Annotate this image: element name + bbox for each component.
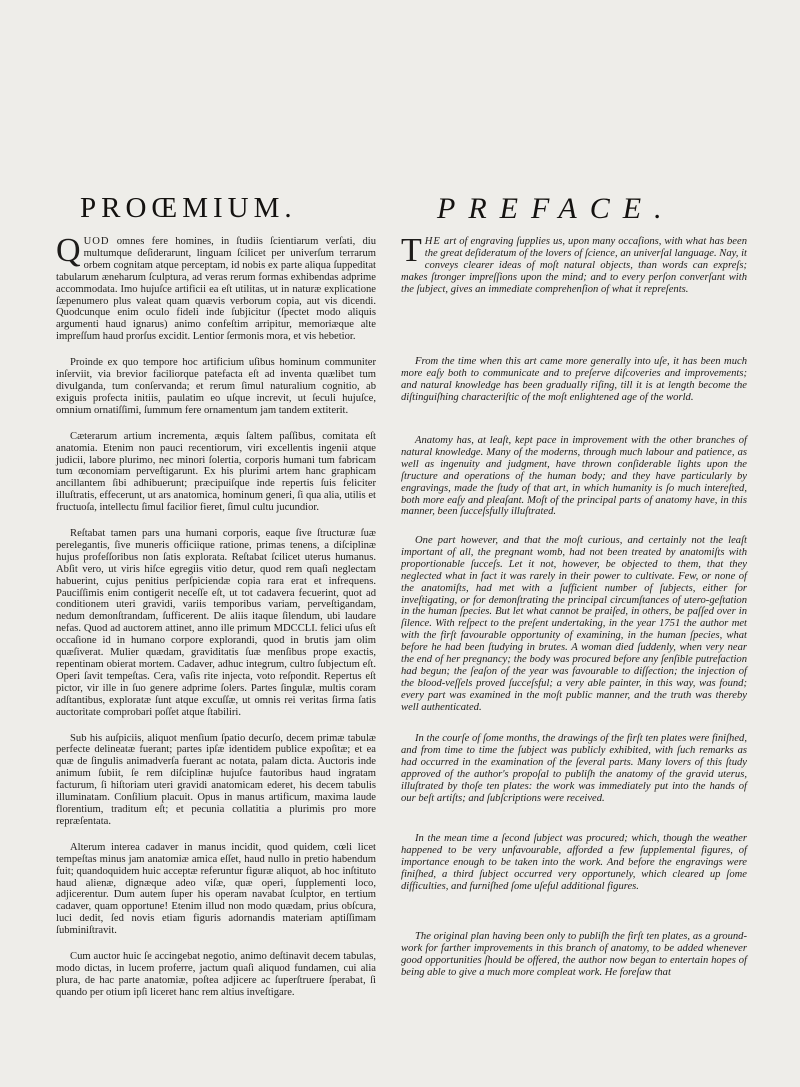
paragraph-text: omnes fere homines, in ſtudiis ſcientiarum verſati, diu multumque deſiderarunt, linguam ſcilicet per univerſum terrarum orbem cognitam atque perceptam, id nobis ex parte aliqua ſuppeditat tabularum æneharum ſculptura, ad veras rerum formas exhibendas adprime accommodata. Imo hujuſce artificii ea eſt utilitas, ut in naturæ explicatione ſæpenumero plus valeat quam quævis verborum copia, aut vis dicendi. Quodcunque enim oculo fideli inde ſubjicitur (ſpectet modo aliquis argumenti haud ignarus) animo confeſtim arripitur, memoriæque alte impreſſum haud prorſus excidit. Lentior ſermonis mora, et vis hebetior. bbox=[56, 236, 376, 343]
paragraph-text: art of engraving ſupplies us, upon many occaſions, with what has been the great deſideratum of the lovers of ſcience, an univerſal language. Nay, it conveys clearer ideas of moſt natural objects, than words can expreſs; makes ſtronger impreſſions upon the mind; and to every perſon converſant with the ſubject, gives an immediate comprehenſion of what it repreſents. bbox=[401, 236, 747, 295]
english-paragraph-1 bbox=[401, 232, 747, 296]
latin-paragraph-2: Proinde ex quo tempore hoc artificium uſibus hominum communiter inſerviit, via brevior faciliorque patefacta eſt ad inventa quælibet tum divulganda, tum conſervanda; et rerum ſimul naturalium cognitio, ab exiguis profecta initiis, paulatim eo uſque increvit, ut ſeculi hujuſce, omnium ornatiſſimi, ſummum fere ornamentum jam tandem extiterit. bbox=[56, 357, 376, 416]
latin-paragraph-7: Cum auctor huic ſe accingebat negotio, animo deſtinavit decem tabulas, modo dictas, in lucem proferre, jactum quaſi aliquod fundamen, cui alia plura, de hac parte anatomiæ, poſtea adjicere ac ſuperſtruere ſperabat, ſi quando per otium ipſi liceret hanc rem altius inveſtigare. bbox=[56, 951, 376, 998]
latin-title: PROŒMIUM. bbox=[80, 192, 297, 224]
english-paragraph-4: One part however, and that the moſt curious, and certainly not the leaſt important of all, the pregnant womb, had not been treated by anatomiſts with proportionable ſucceſs. Let it not, however, be objected to them, that they neglected what in fact it was rarely in their power to cultivate. Few, or none of the anatomiſts, had met with a ſufficient number of ſubjects, either for inveſtigating, or for demonſtrating the principal circumſtances of utero-geſtation in the human ſpecies. But let what cannot be praiſed, in others, be paſſed over in ſilence. With reſpect to the preſent undertaking, in the year 1751 the author met with the firſt favourable opportunity of examining, in the human ſpecies, what before he had been ſtudying in brutes. A woman died ſuddenly, when very near the end of her pregnancy; the body was procured before any ſenſible putrefaction had begun; the ſeaſon of the year was favourable to diſſection; the injection of the blood-veſſels proved ſucceſsful; a very able painter, in this way, was found; every part was examined in the moſt public manner, and the truth was thereby well authenticated. bbox=[401, 535, 747, 713]
latin-paragraph-6: Alterum interea cadaver in manus incidit, quod quidem, cœli licet tempeſtas minus jam anatomiæ amica eſſet, haud nullo in pretio habendum fuit; quandoquidem huic acceptæ referuntur figuræ aliquot, ab hoc inſtituto haud alienæ, dignæque adeo viſæ, quæ operi, ſupplementi loco, adjicerentur. Dum autem ſuper his operam navabat ſculptor, en tertium cadaver, quam opportune! Etenim illud non modo quædam, prius obſcura, luci dedit, ſed novis etiam figuris adornandis materiam aptiſſimam ſubminiſtravit. bbox=[56, 841, 376, 937]
english-title: PREFACE. bbox=[437, 192, 675, 225]
lead-word: UOD bbox=[83, 236, 110, 247]
drop-cap: Q bbox=[56, 232, 81, 269]
lead-word: HE bbox=[424, 236, 441, 247]
latin-column bbox=[56, 232, 376, 1013]
english-paragraph-3: Anatomy has, at leaſt, kept pace in improvement with the other branches of natural knowledge. Many of the moderns, through much labour and patience, as well as ingenuity and judgment, have thrown conſiderable lights upon the ſtructure and operations of the human body; and they have particularly by engravings, made the ſtudy of that art, in which humanity is ſo much intereſted, both more eaſy and pleaſant. Moſt of the principal parts of anatomy have, in this manner, been ſucceſsfully illuſtrated. bbox=[401, 435, 747, 518]
drop-cap: T bbox=[401, 232, 422, 269]
latin-paragraph-4: Reſtabat tamen pars una humani corporis, eaque ſive ſtructuræ ſuæ perelegantis, ſive muneris officiique ratione, primas tenens, a diſciplinæ hujus profeſſoribus non ſatis explorata. Reſtabat ſcilicet uterus humanus. Abſit vero, ut viris hiſce egregiis vitio detur, quod rem quaſi neglectam habuerint, cujus penitius perſpiciendæ copia rara erat et infrequens. Pauciſſimis enim contigerit neceſſe eſt, ut tot cadavera fecuerint, quot ad conditionem uteri gravidi, variis temporibus variam, perveſtigandam, nedum demonſtrandam, ſufficerent. De aliis itaque ſilendum, ubi laudare nefas. Quod ad auctorem attinet, anno ille primum MDCCLI. felici uſus eſt occaſione id in humano corpore explorandi, quod in brutis jam olim quæſiverat. Mulier quædam, graviditatis ſuæ menſibus prope exactis, repentinam obierat mortem. Cadaver, adhuc integrum, cultro ſubjectum eſt. Operi ſavit tempeſtas. Cera, vaſis rite injecta, voto reſpondit. Repertus eſt pictor, vir ille in ſuo genere adprime ſolers. Partes ſingulæ, multis coram adſtantibus, exploratæ ſunt atque excuſſæ, ut omnis rei veritas ſirma ſatis auctoritate comprobari poſſet atque ſtabiliri. bbox=[56, 528, 376, 718]
latin-paragraph-1 bbox=[56, 232, 376, 343]
english-paragraph-7: The original plan having been only to publiſh the firſt ten plates, as a ground-work for farther improvements in this branch of anatomy, to be added whenever good opportunities ſhould be offered, the author now began to entertain hopes of being able to give a much more compleat work. He foreſaw that bbox=[401, 931, 747, 978]
latin-paragraph-3: Cæterarum artium incrementa, æquis ſaltem paſſibus, comitata eſt anatomia. Etenim non pauci recentiorum, viri excellentis ingenii atque judicii, labore plurimo, nec minori ſolertia, corporis humani tum fabricam tum œconomiam perveſtigarunt. Ex his plurimi artem hanc graphicam ancillantem ſibi adhibuerunt; præcipuiſque inde repertis ſuis feliciter illuſtratis, effecerunt, ut ars anatomica, hominum generi, ſi qua alia, utilis et fructuoſa, intellectu ſimul facilior fieret, ſimul cultu jucundior. bbox=[56, 430, 376, 514]
english-paragraph-6: In the mean time a ſecond ſubject was procured; which, though the weather happened to be very unfavourable, afforded a few ſupplemental figures, of importance enough to be taken into the work. And before the engravings were finiſhed, a third ſubject occurred very opportunely, which cleared up ſome difficulties, and furniſhed ſome uſeful additional figures. bbox=[401, 833, 747, 892]
english-paragraph-5: In the courſe of ſome months, the drawings of the firſt ten plates were finiſhed, and from time to time the ſubject was publicly exhibited, with ſuch remarks as had occurred in the examination of the ſeveral parts. Many lovers of this ſtudy approved of the author's propoſal to publiſh the anatomy of the gravid uterus, illuſtrated by thoſe ten plates: the work was immediately put into the hands of our beſt artiſts; and ſubſcriptions were received. bbox=[401, 733, 747, 804]
english-paragraph-2: From the time when this art came more generally into uſe, it has been much more eaſy both to communicate and to preſerve diſcoveries and improvements; and natural knowledge has been gradually riſing, till it is at length become the diſtinguiſhing characteriſtic of the moſt enlightened age of the world. bbox=[401, 356, 747, 403]
latin-paragraph-5: Sub his auſpiciis, aliquot menſium ſpatio decurſo, decem primæ tabulæ perfecte delineatæ fuerant; partes ipſæ identidem publice expoſitæ; et ea quæ de ſingulis animadverſa fuerant ac notata, palam dicta. Auctoris inde animum ſubiit, ſe rem diſciplinæ hujuſce fautoribus haud ingratam facturum, ſi hiſtoriam uteri gravidi anatomicam ederet, his decem tabulis illuminatam. Conſilium placuit. Opus in manus artificum, maxima laude florentium, traditum eſt; et pecunia collatitia a plurimis pro more repræſentata. bbox=[56, 732, 376, 827]
